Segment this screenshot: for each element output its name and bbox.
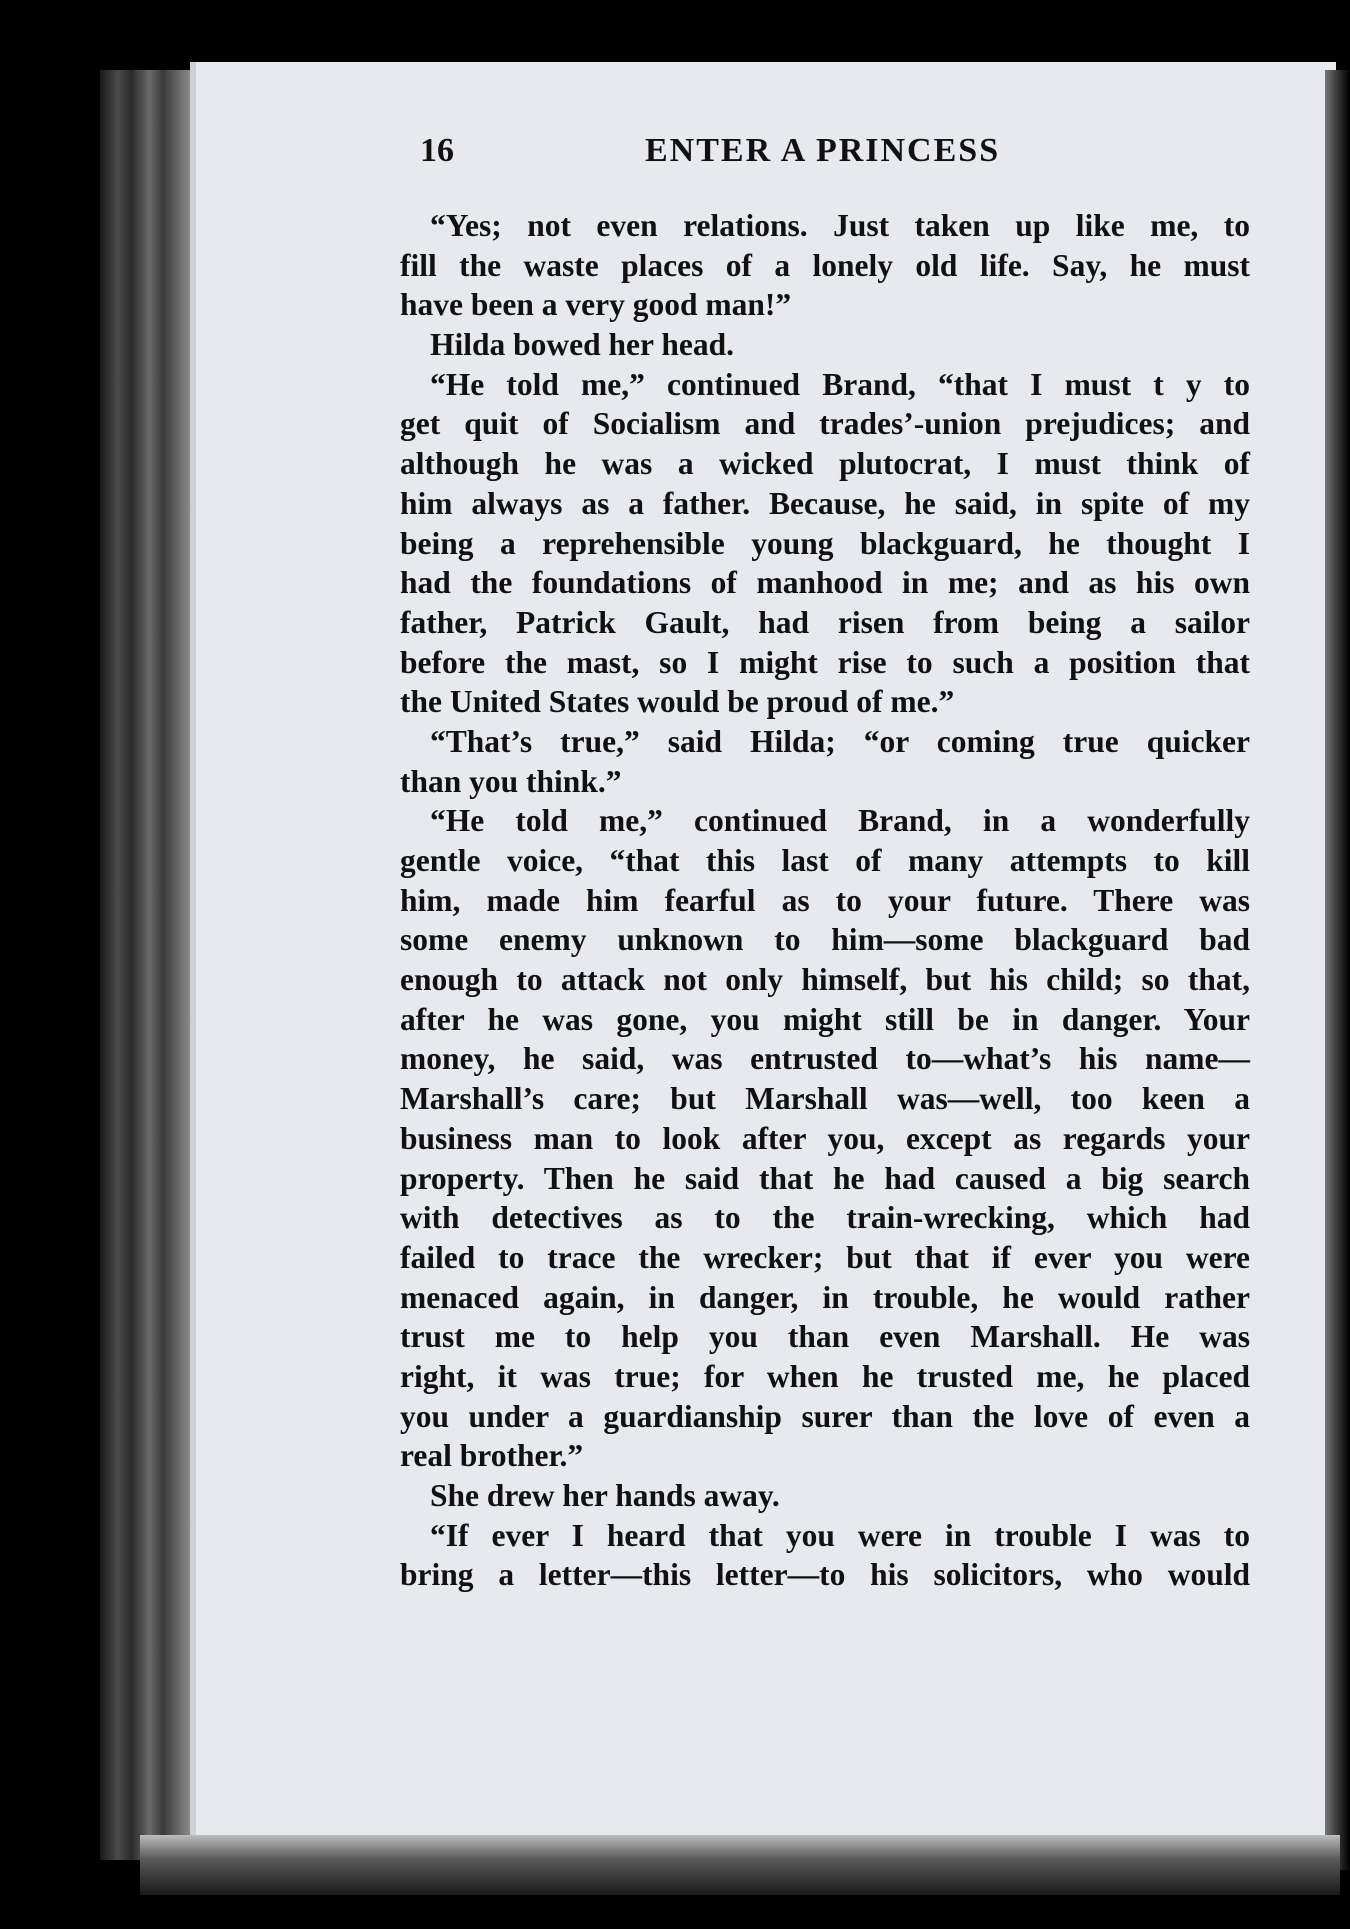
- text-line: business man to look after you, except as regards your: [400, 1120, 1250, 1156]
- text-line: him always as a father. Because, he said, in spite of my: [400, 485, 1250, 521]
- text-line: Hilda bowed her head.: [430, 327, 734, 363]
- running-title: ENTER A PRINCESS: [645, 132, 1001, 169]
- text-line: after he was gone, you might still be in danger. Your: [400, 1001, 1250, 1037]
- page-bottom-edge: [140, 1835, 1340, 1895]
- text-line: real brother.”: [400, 1438, 584, 1474]
- text-line: being a reprehensible young blackguard, he thought I: [400, 525, 1250, 561]
- text-line: “That’s true,” said Hilda; “or coming true quicker: [430, 723, 1250, 759]
- text-line: property. Then he said that he had caused a big search: [400, 1160, 1250, 1196]
- text-line: get quit of Socialism and trades’-union prejudices; and: [400, 406, 1250, 442]
- text-line: “Yes; not even relations. Just taken up like me, to: [430, 208, 1250, 243]
- text-line: “He told me,” continued Brand, “that I must t y to: [430, 366, 1250, 402]
- text-line: failed to trace the wrecker; but that if ever you were: [400, 1239, 1250, 1275]
- text-line: money, he said, was entrusted to—what’s his name—: [400, 1041, 1250, 1077]
- text-line: right, it was true; for when he trusted me, he placed: [400, 1358, 1250, 1394]
- text-line: fill the waste places of a lonely old life. Say, he must: [400, 247, 1250, 283]
- text-line: trust me to help you than even Marshall. He was: [400, 1319, 1250, 1355]
- right-page-edge: [1325, 70, 1350, 1870]
- text-line: menaced again, in danger, in trouble, he would rather: [400, 1279, 1250, 1315]
- page-header: [420, 132, 1060, 182]
- text-line: “If ever I heard that you were in trouble I was to: [430, 1517, 1250, 1553]
- text-line: Marshall’s care; but Marshall was—well, too keen a: [400, 1081, 1250, 1117]
- text-line: with detectives as to the train-wrecking, which had: [400, 1200, 1250, 1236]
- book-binding-edge: [100, 70, 190, 1860]
- text-line: father, Patrick Gault, had risen from being a sailor: [400, 604, 1250, 640]
- text-line: She drew her hands away.: [430, 1478, 780, 1513]
- text-line: had the foundations of manhood in me; and as his own: [400, 565, 1250, 601]
- page-number: 16: [420, 132, 454, 169]
- body-text: [400, 206, 1250, 1595]
- text-line: bring a letter—this letter—to his solicitors, who would: [400, 1557, 1250, 1593]
- text-line: the United States would be proud of me.”: [400, 684, 955, 720]
- text-line: enough to attack not only himself, but his child; so that,: [400, 962, 1250, 998]
- text-line: some enemy unknown to him—some blackguard bad: [400, 922, 1250, 958]
- text-line: have been a very good man!”: [400, 287, 792, 323]
- text-line: “He told me,” continued Brand, in a wonderfully: [430, 803, 1250, 839]
- text-line: than you think.”: [400, 763, 622, 799]
- text-line: although he was a wicked plutocrat, I must think of: [400, 446, 1250, 482]
- text-line: gentle voice, “that this last of many attempts to kill: [400, 843, 1250, 878]
- text-line: before the mast, so I might rise to such a position that: [400, 644, 1250, 680]
- text-line: you under a guardianship surer than the love of even a: [400, 1398, 1250, 1434]
- text-line: him, made him fearful as to your future. There was: [400, 882, 1250, 918]
